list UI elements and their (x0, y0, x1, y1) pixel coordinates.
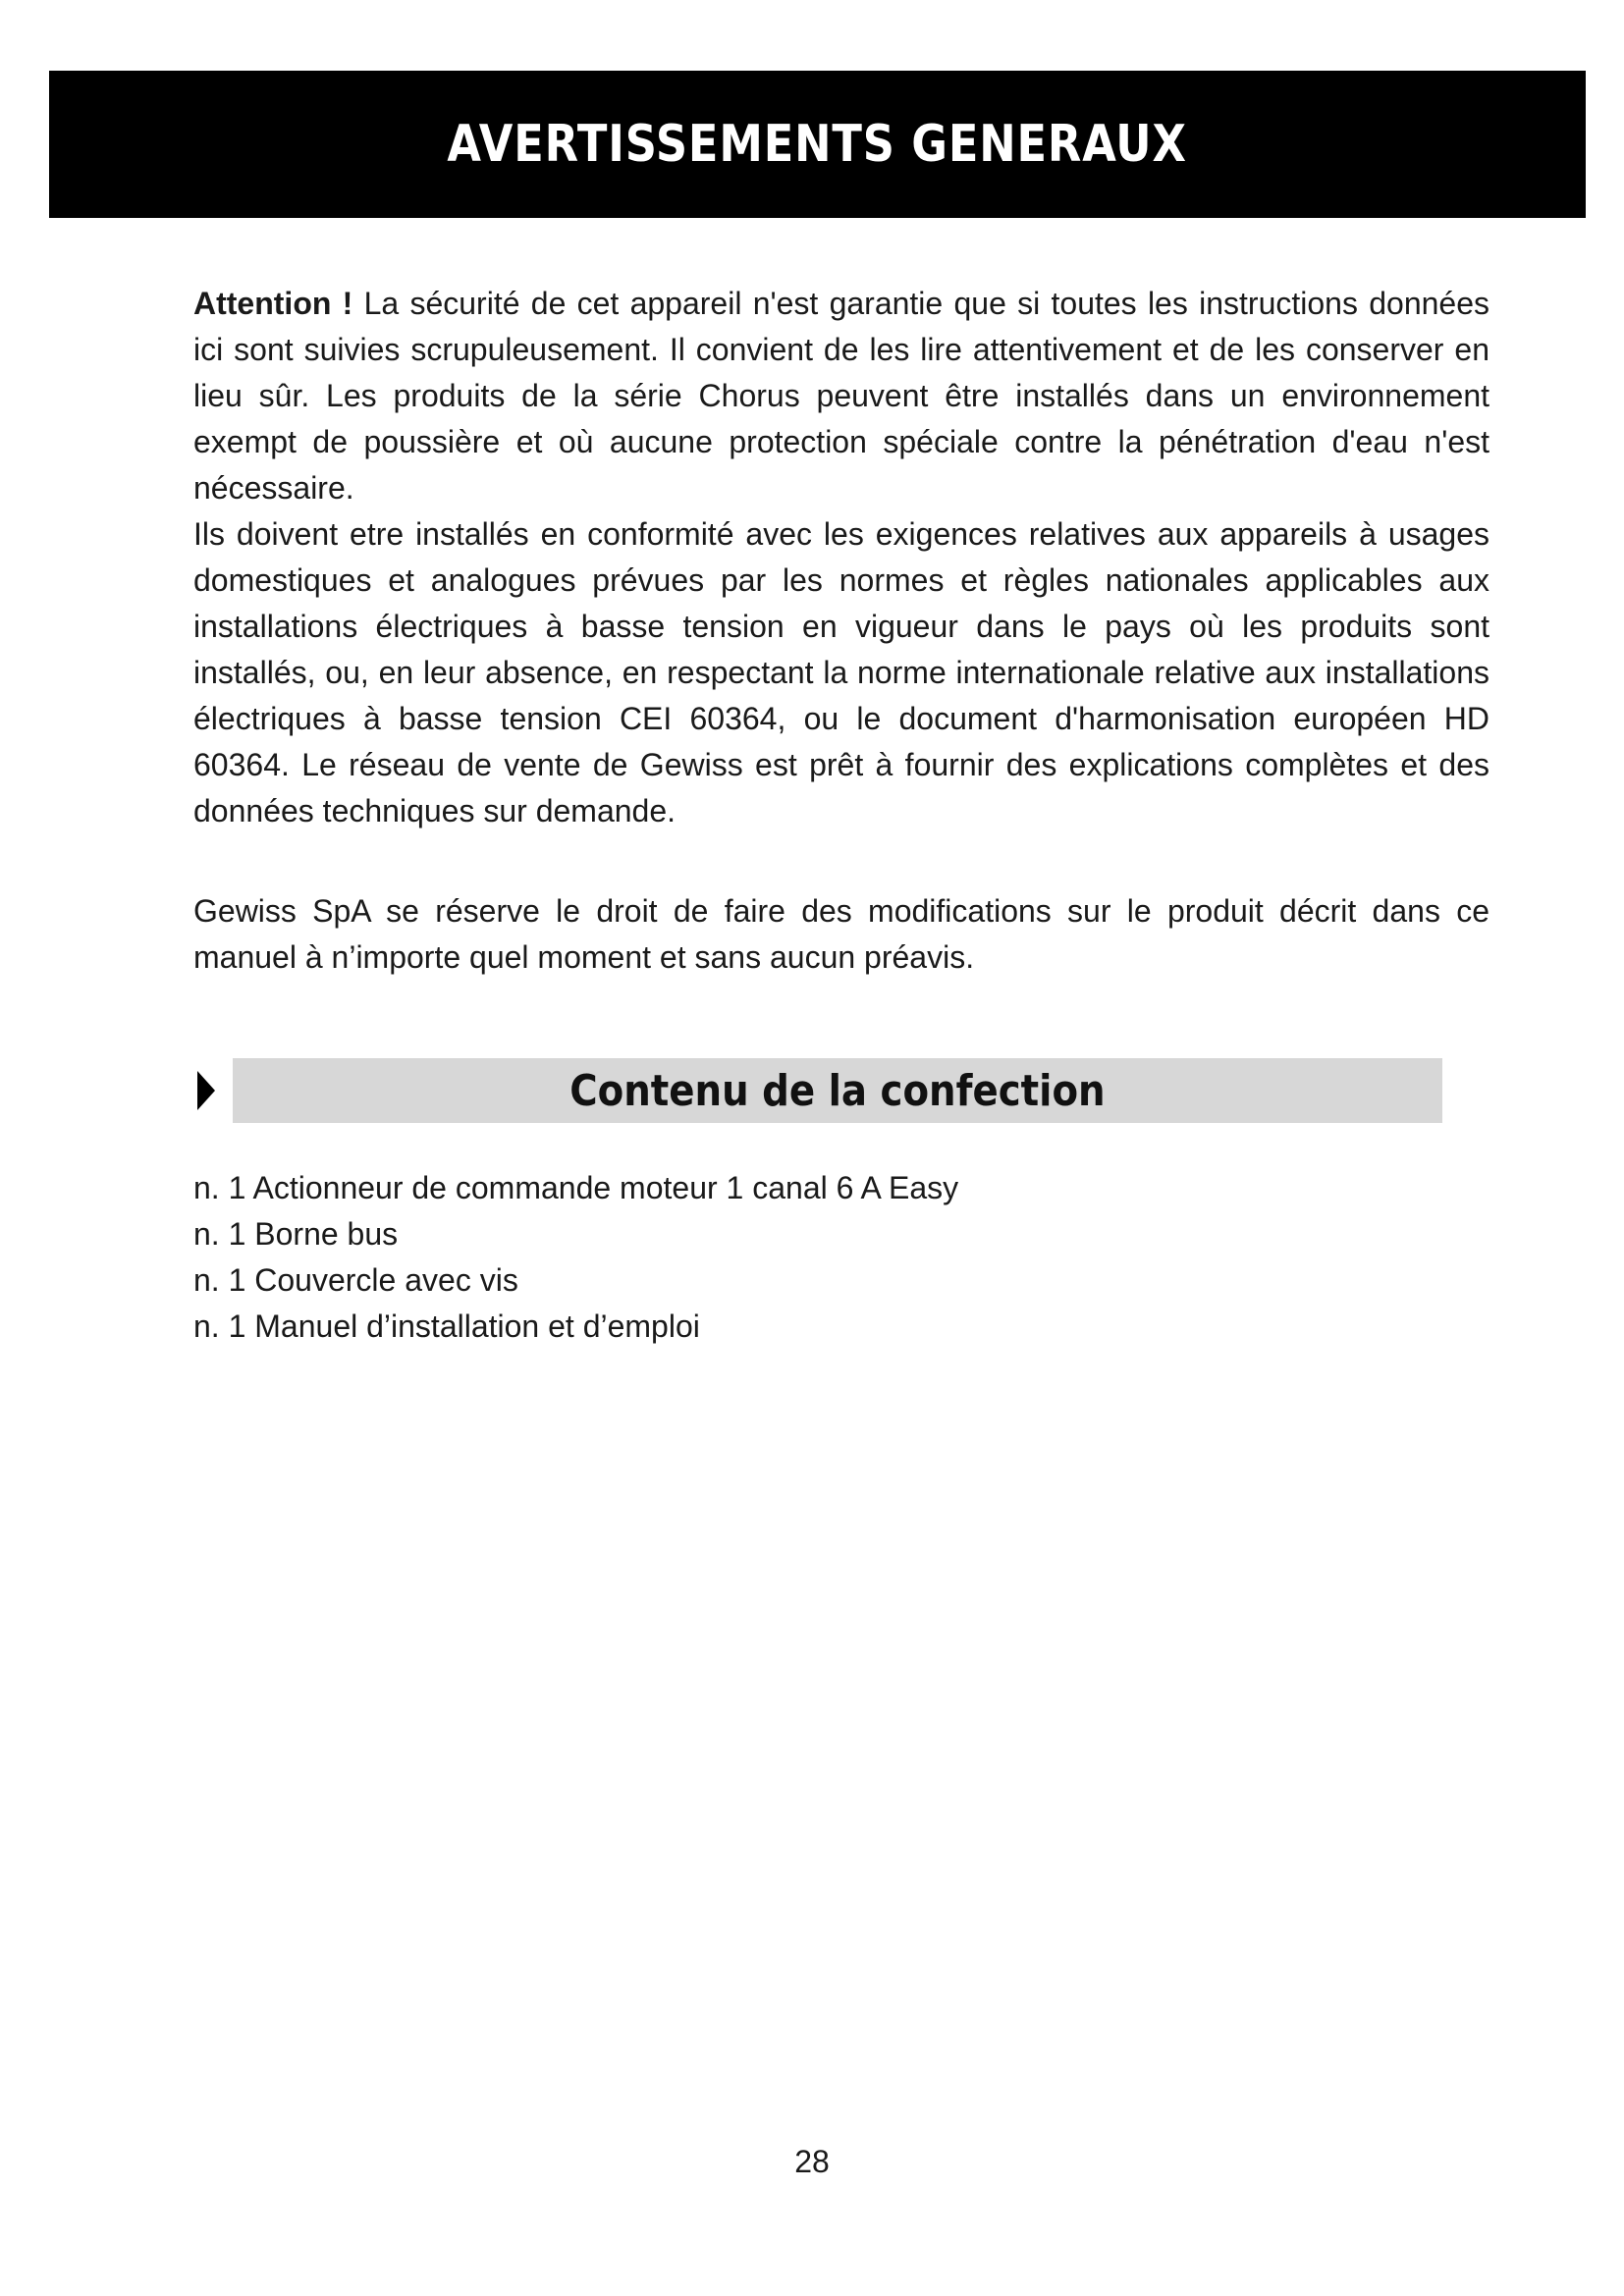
page-header-bar (49, 71, 1586, 218)
contents-list (193, 1165, 958, 1350)
warning-paragraph-1 (193, 281, 1489, 511)
warning-section (193, 281, 1489, 834)
page-number: 28 (794, 2144, 830, 2179)
section-title-band (233, 1058, 1442, 1123)
notice-paragraph: Gewiss SpA se réserve le droit de faire des modifications sur le produit décrit dans ce manuel à n’importe quel moment et sans aucun préavis. (193, 893, 1489, 975)
list-item: n. 1 Manuel d’installation et d’emploi (193, 1308, 700, 1344)
list-item: n. 1 Borne bus (193, 1216, 399, 1252)
warning-paragraph-1-text: La sécurité de cet appareil n'est garantie que si toutes les instructions données ici sont suivies scrupuleusement. Il convient de les lire attentivement et de les conserver en lieu sûr. Les produits de la série Chorus peuvent être installés dans un environnement exempt de poussière et où aucune protection spéciale contre la pénétration d'eau n'est nécessaire. (193, 286, 1489, 506)
list-item: n. 1 Couvercle avec vis (193, 1262, 518, 1298)
contents-section-header (193, 1058, 1442, 1125)
warning-paragraph-2: Ils doivent etre installés en conformité avec les exigences relatives aux appareils à usages domestiques et analogues prévues par les normes et règles nationales applicables aux installations électriques à basse tension en vigueur dans le pays où les produits sont installés, ou, en leur absence, en respectant la norme internationale relative aux installations électriques à basse tension CEI 60364, ou le document d'harmonisation européen HD 60364. Le réseau de vente de Gewiss est prêt à fournir des explications complètes et des données techniques sur demande. (193, 516, 1489, 828)
warning-lead: Attention ! (193, 286, 353, 321)
notice-section (193, 888, 1489, 981)
page-title: AVERTISSEMENTS GENERAUX (447, 115, 1188, 174)
section-title: Contenu de la confection (569, 1065, 1106, 1116)
triangle-right-icon (197, 1071, 215, 1110)
list-item: n. 1 Actionneur de commande moteur 1 canal 6 A Easy (193, 1170, 959, 1205)
